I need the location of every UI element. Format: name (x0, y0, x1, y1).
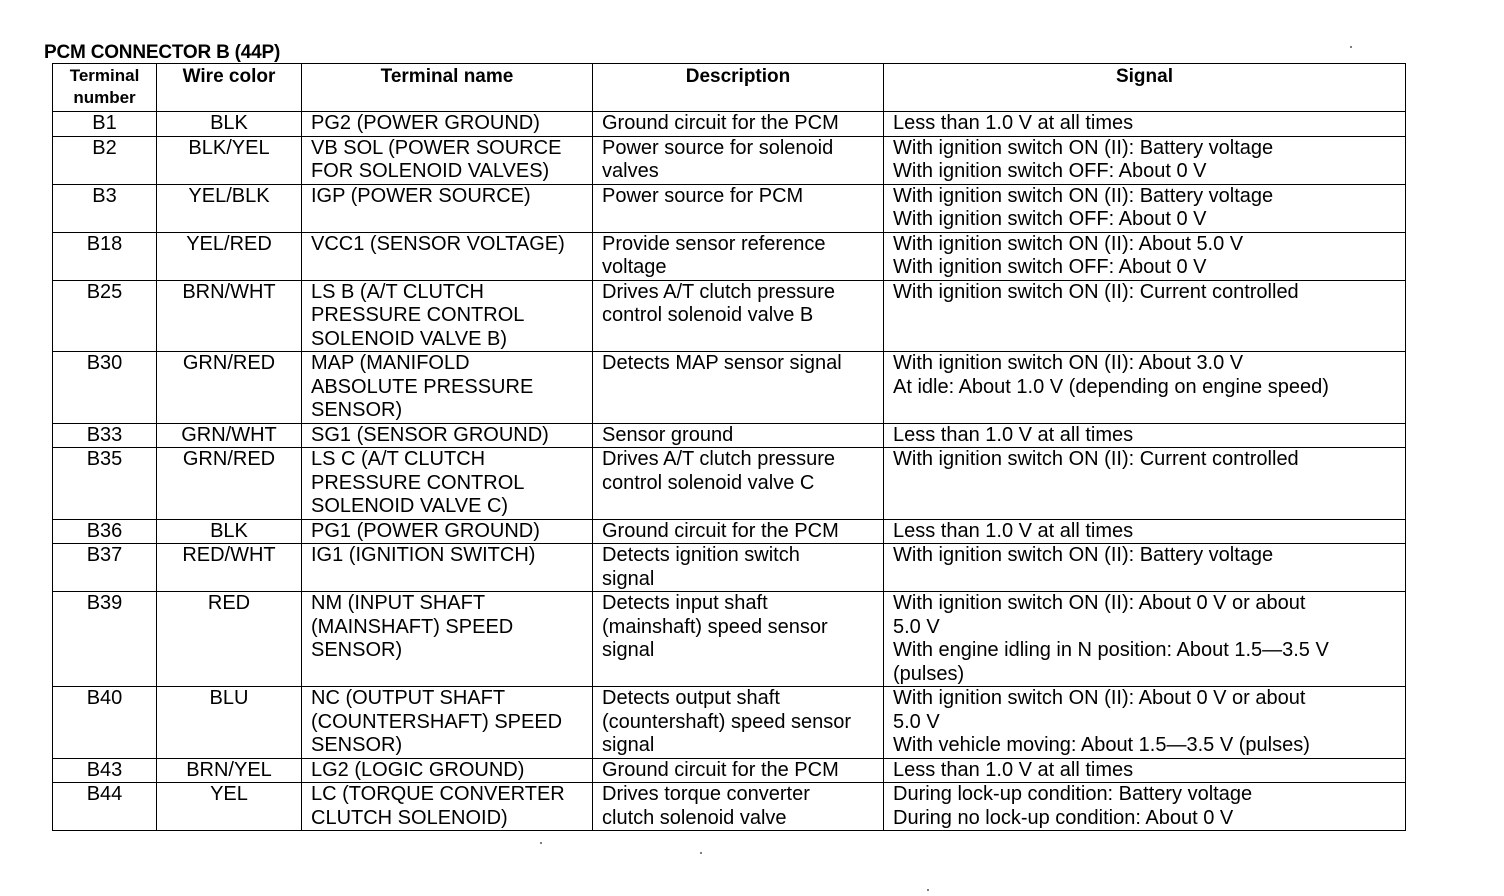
terminal-name-line: SOLENOID VALVE C) (311, 495, 509, 517)
terminal-name-line: SENSOR) (311, 639, 403, 661)
terminal-name-line: SOLENOID VALVE B) (311, 327, 507, 350)
wire-color-cell: GRN/WHT (157, 423, 302, 448)
description-cell (593, 783, 884, 831)
description-line: (mainshaft) speed sensor (602, 615, 828, 638)
terminal-number-cell: B37 (53, 544, 157, 592)
table-row (53, 280, 1406, 352)
table-row (53, 758, 1406, 783)
description-cell (593, 687, 884, 759)
terminal-number-cell: B3 (53, 184, 157, 232)
terminal-name-cell (302, 184, 593, 232)
signal-line: With ignition switch OFF: About 0 V (893, 160, 1207, 182)
terminal-name-line: IG1 (IGNITION SWITCH) (311, 544, 536, 566)
terminal-name-cell (302, 687, 593, 759)
table-body (53, 112, 1406, 831)
terminal-number-cell: B1 (53, 112, 157, 137)
signal-line: Less than 1.0 V at all times (893, 758, 1134, 781)
terminal-name-line: PRESSURE CONTROL (311, 304, 525, 326)
table-row (53, 448, 1406, 520)
table-row (53, 184, 1406, 232)
description-cell (593, 280, 884, 352)
terminal-name-cell (302, 592, 593, 687)
terminal-name-cell (302, 280, 593, 352)
description-line: Drives A/T clutch pressure (602, 448, 836, 470)
signal-line: Less than 1.0 V at all times (893, 112, 1134, 134)
signal-cell (884, 423, 1406, 448)
terminal-number-cell: B43 (53, 758, 157, 783)
signal-cell (884, 136, 1406, 184)
description-cell (593, 448, 884, 520)
terminal-number-cell: B36 (53, 519, 157, 544)
description-line: control solenoid valve C (602, 471, 815, 494)
signal-line: During lock-up condition: Battery voltage (893, 783, 1253, 805)
terminal-name-line: PRESSURE CONTROL (311, 471, 525, 494)
description-line: Provide sensor reference (602, 232, 826, 255)
terminal-number-cell: B35 (53, 448, 157, 520)
description-cell (593, 544, 884, 592)
header-terminal-number (53, 64, 157, 112)
header-terminal-number-line: number (73, 88, 136, 107)
signal-cell (884, 592, 1406, 687)
signal-line: With ignition switch OFF: About 0 V (893, 208, 1207, 230)
signal-line: 5.0 V (893, 615, 940, 638)
signal-line: (pulses) (893, 662, 965, 685)
signal-line: With ignition switch ON (II): Current controlled (893, 280, 1299, 303)
terminal-name-line: LS C (A/T CLUTCH (311, 448, 486, 470)
terminal-number-cell: B44 (53, 783, 157, 831)
table-row (53, 592, 1406, 687)
signal-line: At idle: About 1.0 V (depending on engine speed) (893, 375, 1329, 398)
description-cell (593, 232, 884, 280)
pcm-connector-table (52, 63, 1406, 831)
terminal-name-line: (COUNTERSHAFT) SPEED (311, 710, 563, 733)
signal-cell (884, 783, 1406, 831)
signal-cell (884, 544, 1406, 592)
terminal-name-cell (302, 352, 593, 424)
signal-cell (884, 352, 1406, 424)
signal-line: With ignition switch ON (II): About 0 V or about (893, 687, 1306, 709)
terminal-name-line: PG1 (POWER GROUND) (311, 519, 540, 542)
terminal-name-line: VCC1 (SENSOR VOLTAGE) (311, 232, 565, 255)
terminal-name-line: LS B (A/T CLUTCH (311, 280, 484, 303)
description-line: Power source for solenoid (602, 136, 834, 159)
terminal-name-cell (302, 448, 593, 520)
signal-cell (884, 232, 1406, 280)
description-line: control solenoid valve B (602, 304, 814, 326)
terminal-name-cell (302, 232, 593, 280)
signal-line: With engine idling in N position: About 1.5—3.5 V (893, 639, 1329, 661)
signal-line: During no lock-up condition: About 0 V (893, 806, 1234, 829)
wire-color-cell: BLU (157, 687, 302, 759)
description-cell (593, 519, 884, 544)
header-wire-color: Wire color (157, 64, 302, 112)
terminal-name-line: ABSOLUTE PRESSURE (311, 375, 534, 398)
terminal-name-line: LG2 (LOGIC GROUND) (311, 758, 525, 781)
description-cell (593, 112, 884, 137)
terminal-name-line: FOR SOLENOID VALVES) (311, 160, 550, 182)
wire-color-cell: BLK/YEL (157, 136, 302, 184)
header-signal: Signal (884, 64, 1406, 112)
description-cell (593, 352, 884, 424)
wire-color-cell: BRN/YEL (157, 758, 302, 783)
signal-cell (884, 184, 1406, 232)
terminal-number-cell: B18 (53, 232, 157, 280)
signal-line: 5.0 V (893, 710, 940, 733)
terminal-name-cell (302, 758, 593, 783)
wire-color-cell: BLK (157, 519, 302, 544)
wire-color-cell: GRN/RED (157, 448, 302, 520)
wire-color-cell: RED/WHT (157, 544, 302, 592)
signal-line: With ignition switch ON (II): About 5.0 V (893, 232, 1244, 255)
terminal-name-cell (302, 783, 593, 831)
terminal-name-line: (MAINSHAFT) SPEED (311, 615, 514, 638)
signal-line: Less than 1.0 V at all times (893, 423, 1134, 446)
table-row (53, 519, 1406, 544)
signal-line: With ignition switch ON (II): Battery voltage (893, 184, 1274, 207)
terminal-name-line: SENSOR) (311, 734, 403, 756)
description-cell (593, 758, 884, 783)
signal-line: With ignition switch OFF: About 0 V (893, 256, 1207, 278)
wire-color-cell: YEL/BLK (157, 184, 302, 232)
description-cell (593, 184, 884, 232)
signal-cell (884, 687, 1406, 759)
wire-color-cell: GRN/RED (157, 352, 302, 424)
terminal-name-line: SENSOR) (311, 399, 403, 421)
description-line: (countershaft) speed sensor (602, 710, 852, 733)
wire-color-cell: RED (157, 592, 302, 687)
terminal-name-cell (302, 544, 593, 592)
terminal-name-line: IGP (POWER SOURCE) (311, 184, 531, 207)
terminal-name-line: MAP (MANIFOLD (311, 352, 470, 374)
terminal-name-cell (302, 519, 593, 544)
scan-speck (700, 852, 702, 854)
header-terminal-number-line: Terminal (69, 66, 140, 85)
wire-color-cell: YEL (157, 783, 302, 831)
description-line: Ground circuit for the PCM (602, 112, 839, 134)
header-description: Description (593, 64, 884, 112)
terminal-name-line: LC (TORQUE CONVERTER (311, 783, 565, 805)
description-cell (593, 592, 884, 687)
scan-speck (927, 889, 929, 891)
table-row (53, 352, 1406, 424)
description-line: voltage (602, 256, 667, 278)
signal-line: With ignition switch ON (II): About 3.0 V (893, 352, 1244, 374)
signal-line: With ignition switch ON (II): About 0 V or about (893, 592, 1306, 614)
description-line: signal (602, 639, 655, 661)
wire-color-cell: BLK (157, 112, 302, 137)
table-row (53, 136, 1406, 184)
description-line: clutch solenoid valve (602, 806, 787, 829)
description-line: Drives A/T clutch pressure (602, 280, 836, 303)
terminal-name-line: NM (INPUT SHAFT (311, 592, 486, 614)
signal-cell (884, 112, 1406, 137)
signal-cell (884, 448, 1406, 520)
terminal-name-cell (302, 136, 593, 184)
terminal-name-line: NC (OUTPUT SHAFT (311, 687, 506, 709)
signal-line: With vehicle moving: About 1.5—3.5 V (pulses) (893, 734, 1310, 756)
page-title: PCM CONNECTOR B (44P) (44, 42, 281, 63)
terminal-name-line: PG2 (POWER GROUND) (311, 112, 540, 134)
terminal-name-cell (302, 423, 593, 448)
description-cell (593, 136, 884, 184)
description-line: Power source for PCM (602, 184, 804, 207)
table-row (53, 232, 1406, 280)
header-terminal-name: Terminal name (302, 64, 593, 112)
description-line: Detects MAP sensor signal (602, 352, 842, 374)
table-row (53, 687, 1406, 759)
terminal-name-line: VB SOL (POWER SOURCE (311, 136, 562, 159)
signal-cell (884, 519, 1406, 544)
signal-line: With ignition switch ON (II): Battery voltage (893, 136, 1274, 159)
description-line: Detects input shaft (602, 592, 768, 614)
description-line: Ground circuit for the PCM (602, 519, 839, 542)
signal-line: With ignition switch ON (II): Battery voltage (893, 544, 1274, 566)
terminal-number-cell: B25 (53, 280, 157, 352)
table-header-row (53, 64, 1406, 112)
terminal-number-cell: B33 (53, 423, 157, 448)
signal-line: Less than 1.0 V at all times (893, 519, 1134, 542)
terminal-number-cell: B39 (53, 592, 157, 687)
terminal-number-cell: B2 (53, 136, 157, 184)
terminal-name-cell (302, 112, 593, 137)
table-row (53, 544, 1406, 592)
terminal-name-line: CLUTCH SOLENOID) (311, 806, 508, 829)
signal-cell (884, 280, 1406, 352)
table-row (53, 112, 1406, 137)
wire-color-cell: YEL/RED (157, 232, 302, 280)
description-line: Detects output shaft (602, 687, 780, 709)
description-line: Drives torque converter (602, 783, 810, 805)
scan-speck (540, 842, 542, 844)
description-line: signal (602, 734, 655, 756)
scan-speck (1350, 46, 1352, 48)
terminal-number-cell: B30 (53, 352, 157, 424)
terminal-name-line: SG1 (SENSOR GROUND) (311, 423, 549, 446)
description-line: valves (602, 160, 659, 182)
description-line: signal (602, 567, 655, 590)
signal-cell (884, 758, 1406, 783)
table-row (53, 423, 1406, 448)
description-cell (593, 423, 884, 448)
terminal-number-cell: B40 (53, 687, 157, 759)
description-line: Detects ignition switch (602, 544, 800, 566)
table-row (53, 783, 1406, 831)
wire-color-cell: BRN/WHT (157, 280, 302, 352)
signal-line: With ignition switch ON (II): Current controlled (893, 448, 1299, 470)
description-line: Sensor ground (602, 423, 734, 446)
description-line: Ground circuit for the PCM (602, 758, 839, 781)
